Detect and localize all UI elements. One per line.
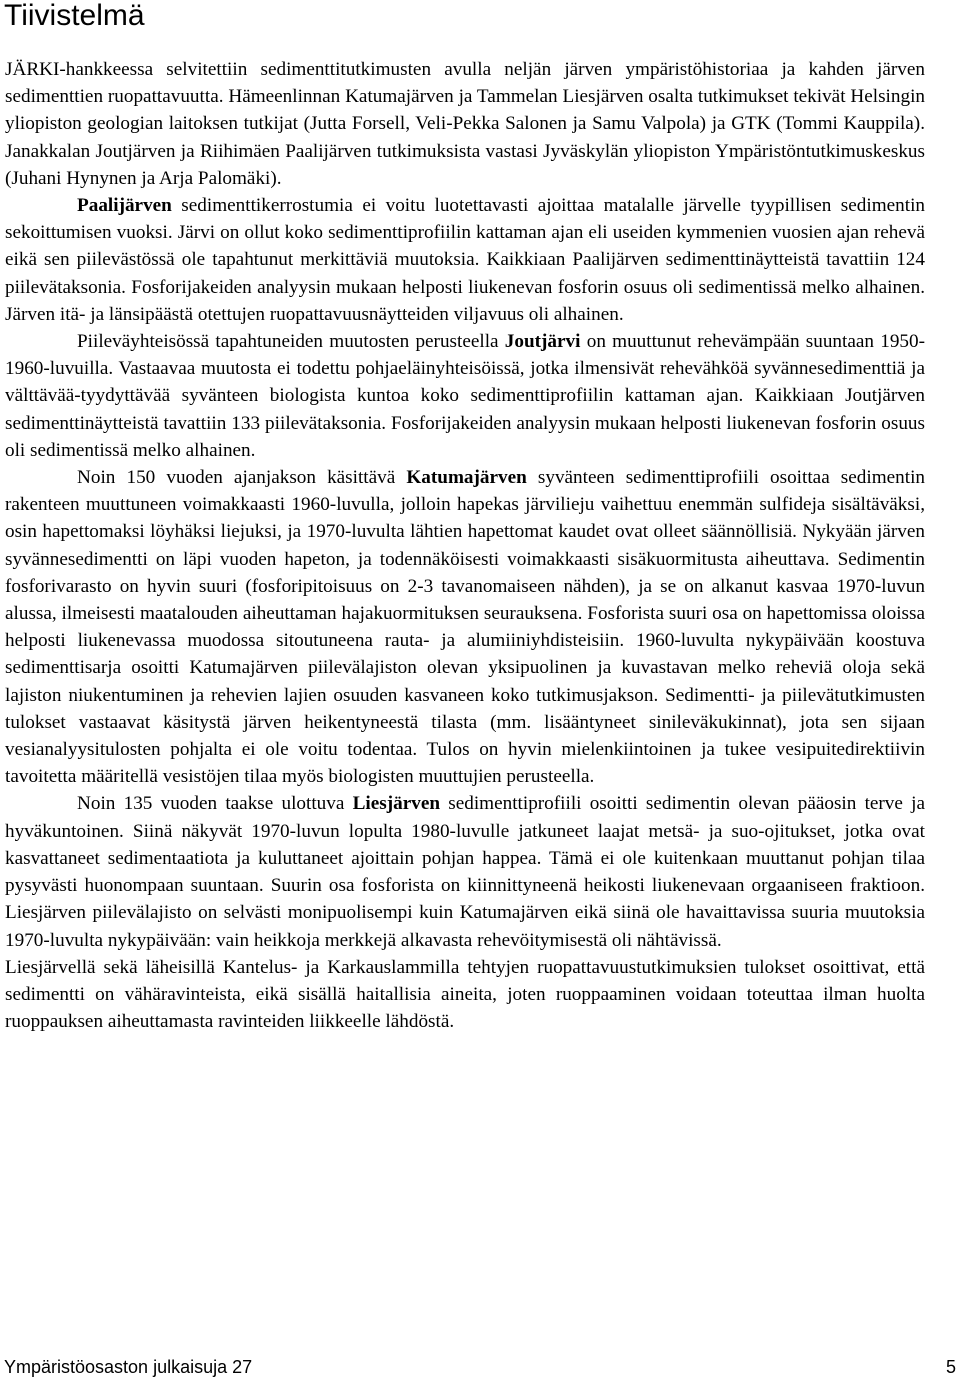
paragraph-text: JÄRKI-hankkeessa selvitettiin sedimenttitutkimusten avulla neljän järven ympäristöhistoriaa ja kahden järven sedimenttien ruopattavuutta. Hämeenlinnan Katumajärven ja Tammelan Liesjärven osalta tutkimukset tekivät Helsingin yliopiston geologian laitoksen tutkijat (Jutta Forsell, Veli-Pekka Salonen ja Samu Valpola) ja GTK (Tommi Kauppila). Janakkalan Joutjärven ja Riihimäen Paalijärven tutkimuksista vastasi Jyväskylän yliopiston Ympäristöntutkimuskeskus (Juhani Hynynen ja Arja Palomäki). [5,59,925,189]
summary-body [5,56,925,1035]
paragraph-intro [5,56,925,192]
footer-page-number: 5 [945,1357,956,1377]
paragraph-paalijarvi [5,192,925,328]
paragraph-text: sedimenttikerrostumia ei voitu luotettavasti ajoittaa matalalle järvelle tyypillisen sedimentin sekoittumisen vuoksi. Järvi on ollut koko sedimenttiprofiilin kattaman ajan eli useiden kymmenien vuosien ajan rehevä eikä sen piilevästössä ole tapahtunut merkittäviä muutoksia. Kaikkiaan Paalijärven sedimenttinäytteistä tavattiin 124 piilevätaksonia. Fosforijakeiden analyysin mukaan helposti liukenevan fosforin osuus oli sedimentissä melko alhainen. Järven itä- ja länsipäästä otettujen ruopattavuusnäytteiden viljavuus oli alhainen. [5,195,925,325]
paragraph-katumajarvi [5,464,925,790]
paragraph-text: Piileväyhteisössä tapahtuneiden muutosten perusteella [77,331,505,353]
paragraph-liesjarvi [5,790,925,953]
lake-name-joutjarvi: Joutjärvi [504,331,581,353]
paragraph-text: Noin 150 vuoden ajanjakson käsittävä [77,467,407,489]
paragraph-text: syvänteen sedimenttiprofiili osoittaa sedimentin rakenteen muuttuneen voimakkaasti 1960-luvulla, jolloin hapekas järvilieju vaihettuu enemmän sulfideja sisältäväksi, osin hapettomaksi löyhäksi liejuksi, ja 1970-luvulta lähtien hapettomat kaudet ovat olleet säännöllisiä. Nykyään järven syvännesedimentti on läpi vuoden hapeton, ja todennäköisesti voimakkaasti sisäkuormitusta aiheuttava. Sedimentin fosforivarasto on hyvin suuri (fosforipitoisuus on 2-3 tavanomaiseen nähden), ja se on alkanut kasvaa 1970-luvun alussa, ilmeisesti maatalouden aiheuttaman hajakuormituksen seurauksena. Fosforista suuri osa on hapettomissa oloissa helposti liukenevassa muodossa sitoutuneena rauta- ja alumiiniyhdisteisiin. 1960-luvulta nykypäivään koostuva sedimenttisarja osoitti Katumajärven piilevälajiston olevan yksipuolinen ja kuvastavan melko reheviä oloja sekä lajiston niukentuminen ja rehevien lajien osuuden kasvaneen koko tutkimusjakson. Sedimentti- ja piilevätutkimusten tulokset vastaavat käsitystä järven heikentyneestä tilasta (mm. lisääntyneet sinileväkukinnat), jota sen sijaan vesianalyysitulosten pohjalta ei ole voitu todentaa. Tulos on hyvin mielenkiintoinen ja tukee vesipuitedirektiivin tavoitetta määritellä vesistöjen tilaa myös biologisten muuttujien perusteella. [5,467,925,788]
paragraph-text: Noin 135 vuoden taakse ulottuva [77,793,353,815]
paragraph-text: Liesjärvellä sekä läheisillä Kantelus- ja Karkauslammilla tehtyjen ruopattavuustutkimuksien tulokset osoittivat, että sedimentti on vähäravinteista, eikä sisällä haitallisia aineita, joten ruoppaaminen voidaan toteuttaa ilman huolta ruoppauksen aiheuttamasta ravinteiden liikkeelle lähdöstä. [5,956,925,1033]
lake-name-liesjarvi: Liesjärven [352,793,441,815]
footer-publication: Ympäristöosaston julkaisuja 27 [4,1357,253,1377]
paragraph-text: on muuttunut rehevämpään suuntaan 1950-1960-luvuilla. Vastaavaa muutosta ei todettu pohjaeläinyhteisöissä, jotka ilmensivät rehevähköä syvännesedimenttiä ja välttävää-tyydyttävää syvänteen biologista kuntoa koko sedimenttiprofiilin kattaman ajan. Kaikkiaan Joutjärven sedimenttinäytteistä tavattiin 133 piilevätaksonia. Fosforijakeiden analyysin mukaan helposti liukenevan fosforin osuus oli sedimentissä melko alhainen. [5,331,925,461]
page-title: Tiivistelmä [4,0,145,32]
paragraph-text: sedimenttiprofiili osoitti sedimentin olevan pääosin terve ja hyväkuntoinen. Siinä näkyvät 1970-luvun lopulta 1980-luvulle jatkuneet laajat metsä- ja suo-ojitukset, jotka ovat kasvattaneet sedimentaatiota ja kuluttaneet ajoittain pohjan happea. Tämä ei ole kuitenkaan muuttanut pohjan tilaa pysyvästi huonompaan suuntaan. Suurin osa fosforista on kiinnittyneenä heikosti liukenevaan orgaaniseen fraktioon. Liesjärven piilevälajisto on selvästi monipuolisempi kuin Katumajärven eikä siinä ole havaittavissa suuria muutoksia 1970-luvulta nykypäivään: vain heikkoja merkkejä alkavasta rehevöitymisestä oli nähtävissä. [5,793,925,951]
paragraph-dredging [5,954,925,1036]
paragraph-joutjarvi [5,328,925,464]
lake-name-paalijarvi: Paalijärven [77,195,172,217]
lake-name-katumajarvi: Katumajärven [406,467,527,489]
